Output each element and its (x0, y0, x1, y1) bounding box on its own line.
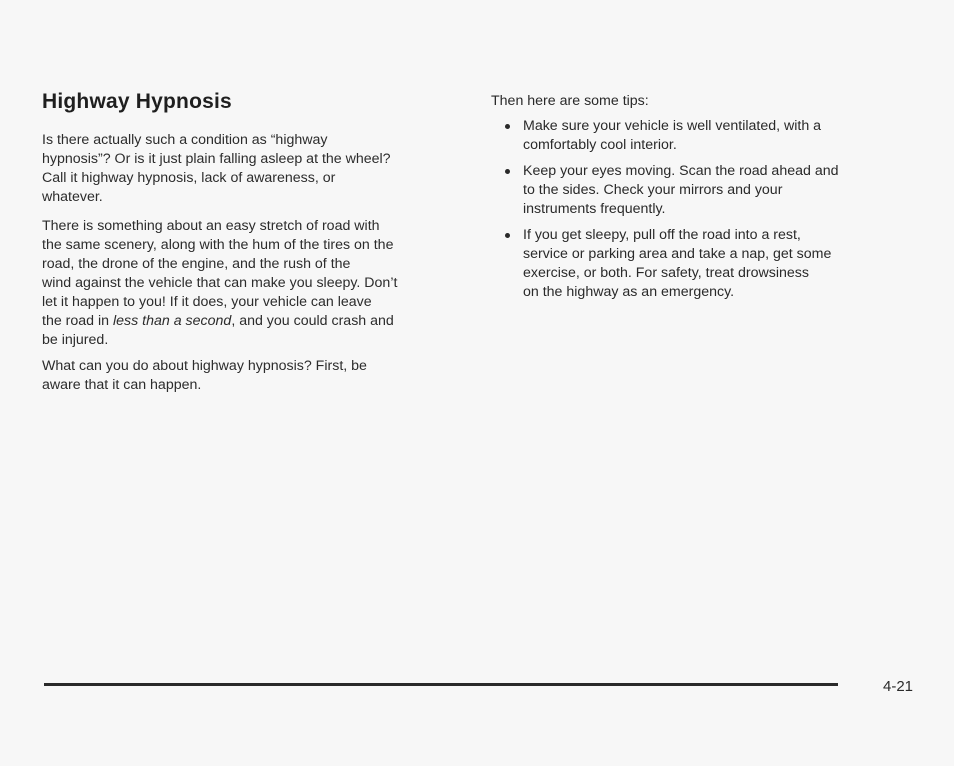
tip-line: to the sides. Check your mirrors and your (523, 182, 783, 198)
tip-line: Keep your eyes moving. Scan the road ahead and (523, 163, 839, 179)
tip-line: Make sure your vehicle is well ventilated, with a (523, 118, 822, 134)
list-item (491, 117, 911, 155)
paragraph-line: There is something about an easy stretch of road with (42, 218, 380, 234)
paragraph-line: the same scenery, along with the hum of the tires on the (42, 237, 394, 253)
paragraph-line: aware that it can happen. (42, 377, 202, 393)
tip-line: comfortably cool interior. (523, 137, 677, 153)
tip-line: If you get sleepy, pull off the road into a rest, (523, 227, 801, 243)
paragraph-line: What can you do about highway hypnosis? First, be (42, 358, 367, 374)
paragraph-line: whatever. (42, 189, 103, 205)
list-item (491, 162, 911, 219)
paragraph-line: Is there actually such a condition as “highway (42, 132, 328, 148)
paragraph-line: let it happen to you! If it does, your vehicle can leave (42, 294, 372, 310)
list-item (491, 226, 911, 302)
paragraph-line-end: , and you could crash and (231, 313, 394, 329)
paragraph-line: be injured. (42, 332, 109, 348)
paragraph-condition (42, 131, 391, 207)
paragraph-line-start: the road in (42, 313, 113, 329)
paragraph-line: wind against the vehicle that can make you sleepy. Don’t (42, 275, 398, 291)
section-heading: Highway Hypnosis (42, 90, 232, 113)
bullet-icon (505, 169, 510, 174)
tip-line: exercise, or both. For safety, treat drowsiness (523, 265, 809, 281)
paragraph-line: hypnosis”? Or is it just plain falling asleep at the wheel? (42, 151, 391, 167)
emphasized-text: less than a second (113, 313, 232, 329)
bullet-icon (505, 233, 510, 238)
tip-line: on the highway as an emergency. (523, 284, 735, 300)
footer-rule (44, 683, 838, 686)
bullet-icon (505, 124, 510, 129)
page-number: 4-21 (883, 678, 914, 695)
tips-list (491, 117, 911, 309)
paragraph-what-to-do (42, 357, 367, 395)
tips-intro: Then here are some tips: (491, 93, 649, 109)
tip-line: instruments frequently. (523, 201, 666, 217)
paragraph-sleepy-road (42, 217, 397, 350)
tip-line: service or parking area and take a nap, get some (523, 246, 832, 262)
paragraph-line: road, the drone of the engine, and the rush of the (42, 256, 351, 272)
paragraph-line: Call it highway hypnosis, lack of awareness, or (42, 170, 336, 186)
